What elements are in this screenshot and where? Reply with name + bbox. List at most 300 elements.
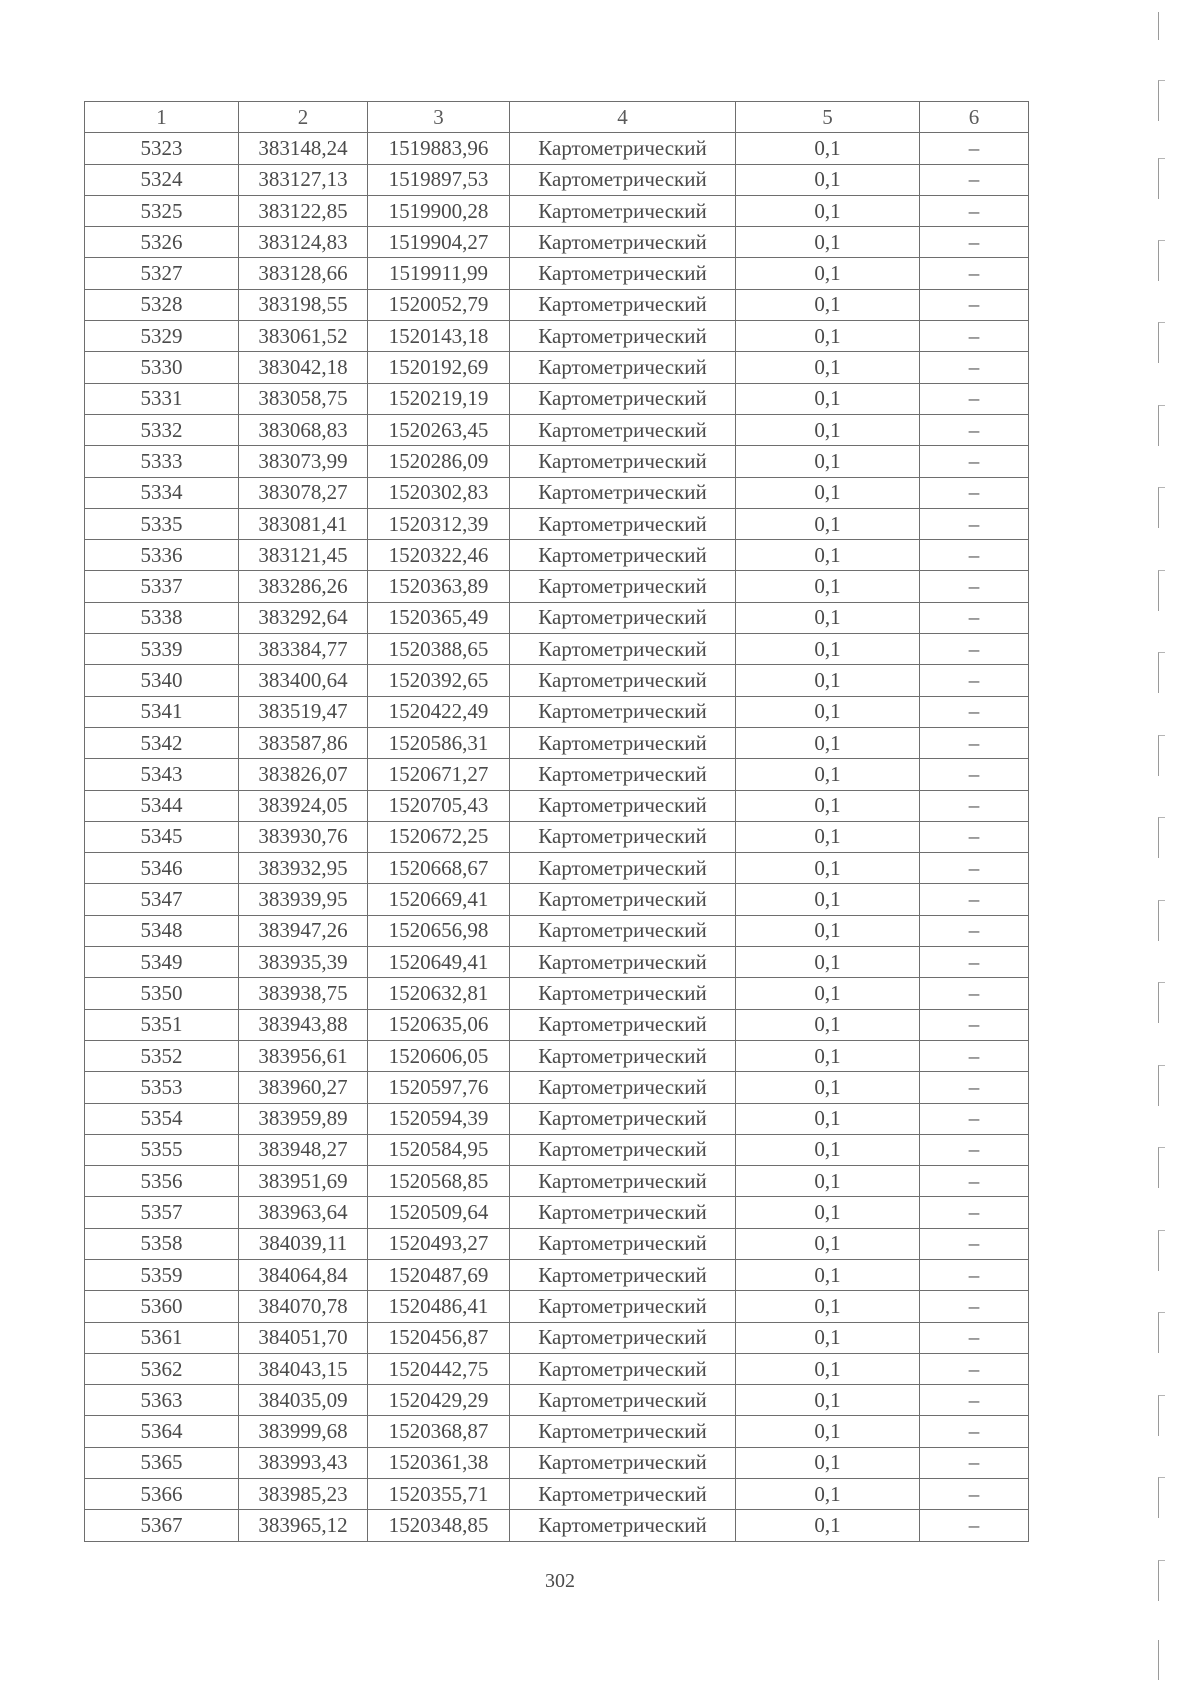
y-coordinate-cell: 1520509,64 <box>368 1197 510 1228</box>
note-cell: – <box>920 978 1029 1009</box>
accuracy-cell: 0,1 <box>736 1510 920 1541</box>
header-row <box>85 102 1029 133</box>
point-number-cell: 5331 <box>85 383 239 414</box>
table-row <box>85 227 1029 258</box>
margin-mark <box>1158 652 1165 693</box>
note-cell: – <box>920 508 1029 539</box>
y-coordinate-cell: 1520363,89 <box>368 571 510 602</box>
y-coordinate-cell: 1520705,43 <box>368 790 510 821</box>
point-number-cell: 5358 <box>85 1228 239 1259</box>
x-coordinate-cell: 383121,45 <box>239 540 368 571</box>
y-coordinate-cell: 1520361,38 <box>368 1447 510 1478</box>
margin-mark <box>1158 1640 1165 1680</box>
y-coordinate-cell: 1520668,67 <box>368 853 510 884</box>
method-cell: Картометрический <box>510 665 736 696</box>
point-number-cell: 5330 <box>85 352 239 383</box>
column-header-4: 4 <box>510 102 736 133</box>
table-row <box>85 696 1029 727</box>
x-coordinate-cell: 383148,24 <box>239 133 368 164</box>
margin-mark <box>1158 900 1165 941</box>
accuracy-cell: 0,1 <box>736 1040 920 1071</box>
accuracy-cell: 0,1 <box>736 978 920 1009</box>
accuracy-cell: 0,1 <box>736 1416 920 1447</box>
x-coordinate-cell: 383951,69 <box>239 1166 368 1197</box>
x-coordinate-cell: 383122,85 <box>239 195 368 226</box>
table-row <box>85 289 1029 320</box>
x-coordinate-cell: 383948,27 <box>239 1134 368 1165</box>
accuracy-cell: 0,1 <box>736 477 920 508</box>
table-row <box>85 1166 1029 1197</box>
accuracy-cell: 0,1 <box>736 1166 920 1197</box>
method-cell: Картометрический <box>510 1447 736 1478</box>
method-cell: Картометрический <box>510 727 736 758</box>
column-header-5: 5 <box>736 102 920 133</box>
table-row <box>85 665 1029 696</box>
table-row <box>85 978 1029 1009</box>
margin-mark <box>1158 1230 1165 1271</box>
x-coordinate-cell: 384070,78 <box>239 1291 368 1322</box>
method-cell: Картометрический <box>510 414 736 445</box>
point-number-cell: 5362 <box>85 1353 239 1384</box>
table-row <box>85 414 1029 445</box>
point-number-cell: 5366 <box>85 1479 239 1510</box>
y-coordinate-cell: 1520429,29 <box>368 1385 510 1416</box>
point-number-cell: 5325 <box>85 195 239 226</box>
x-coordinate-cell: 383081,41 <box>239 508 368 539</box>
accuracy-cell: 0,1 <box>736 759 920 790</box>
method-cell: Картометрический <box>510 1353 736 1384</box>
x-coordinate-cell: 383826,07 <box>239 759 368 790</box>
point-number-cell: 5338 <box>85 602 239 633</box>
point-number-cell: 5333 <box>85 446 239 477</box>
method-cell: Картометрический <box>510 947 736 978</box>
note-cell: – <box>920 915 1029 946</box>
y-coordinate-cell: 1520594,39 <box>368 1103 510 1134</box>
method-cell: Картометрический <box>510 321 736 352</box>
note-cell: – <box>920 665 1029 696</box>
point-number-cell: 5353 <box>85 1072 239 1103</box>
y-coordinate-cell: 1520456,87 <box>368 1322 510 1353</box>
point-number-cell: 5323 <box>85 133 239 164</box>
note-cell: – <box>920 1228 1029 1259</box>
note-cell: – <box>920 1197 1029 1228</box>
table-row <box>85 1510 1029 1541</box>
table-row <box>85 446 1029 477</box>
accuracy-cell: 0,1 <box>736 1291 920 1322</box>
method-cell: Картометрический <box>510 195 736 226</box>
x-coordinate-cell: 383400,64 <box>239 665 368 696</box>
y-coordinate-cell: 1519911,99 <box>368 258 510 289</box>
point-number-cell: 5364 <box>85 1416 239 1447</box>
table-row <box>85 1479 1029 1510</box>
x-coordinate-cell: 383939,95 <box>239 884 368 915</box>
y-coordinate-cell: 1520355,71 <box>368 1479 510 1510</box>
accuracy-cell: 0,1 <box>736 164 920 195</box>
note-cell: – <box>920 1510 1029 1541</box>
x-coordinate-cell: 383078,27 <box>239 477 368 508</box>
page-number: 302 <box>545 1570 575 1592</box>
method-cell: Картометрический <box>510 477 736 508</box>
method-cell: Картометрический <box>510 133 736 164</box>
table-row <box>85 884 1029 915</box>
note-cell: – <box>920 821 1029 852</box>
column-header-1: 1 <box>85 102 239 133</box>
point-number-cell: 5344 <box>85 790 239 821</box>
point-number-cell: 5354 <box>85 1103 239 1134</box>
point-number-cell: 5343 <box>85 759 239 790</box>
point-number-cell: 5337 <box>85 571 239 602</box>
note-cell: – <box>920 571 1029 602</box>
accuracy-cell: 0,1 <box>736 133 920 164</box>
table-row <box>85 1009 1029 1040</box>
x-coordinate-cell: 383073,99 <box>239 446 368 477</box>
y-coordinate-cell: 1520656,98 <box>368 915 510 946</box>
note-cell: – <box>920 696 1029 727</box>
accuracy-cell: 0,1 <box>736 634 920 665</box>
margin-mark <box>1158 1147 1165 1188</box>
method-cell: Картометрический <box>510 258 736 289</box>
point-number-cell: 5342 <box>85 727 239 758</box>
method-cell: Картометрический <box>510 1385 736 1416</box>
method-cell: Картометрический <box>510 227 736 258</box>
margin-mark <box>1158 817 1165 858</box>
method-cell: Картометрический <box>510 978 736 1009</box>
point-number-cell: 5345 <box>85 821 239 852</box>
y-coordinate-cell: 1520632,81 <box>368 978 510 1009</box>
accuracy-cell: 0,1 <box>736 383 920 414</box>
margin-mark <box>1158 240 1165 281</box>
method-cell: Картометрический <box>510 1072 736 1103</box>
note-cell: – <box>920 1291 1029 1322</box>
table-row <box>85 727 1029 758</box>
method-cell: Картометрический <box>510 696 736 727</box>
x-coordinate-cell: 383384,77 <box>239 634 368 665</box>
note-cell: – <box>920 227 1029 258</box>
point-number-cell: 5328 <box>85 289 239 320</box>
note-cell: – <box>920 1322 1029 1353</box>
accuracy-cell: 0,1 <box>736 1322 920 1353</box>
note-cell: – <box>920 1385 1029 1416</box>
accuracy-cell: 0,1 <box>736 1197 920 1228</box>
x-coordinate-cell: 383960,27 <box>239 1072 368 1103</box>
table-row <box>85 1040 1029 1071</box>
x-coordinate-cell: 383938,75 <box>239 978 368 1009</box>
accuracy-cell: 0,1 <box>736 289 920 320</box>
coordinates-table <box>84 101 1029 1542</box>
y-coordinate-cell: 1520486,41 <box>368 1291 510 1322</box>
note-cell: – <box>920 1072 1029 1103</box>
table-row <box>85 634 1029 665</box>
y-coordinate-cell: 1520322,46 <box>368 540 510 571</box>
x-coordinate-cell: 383286,26 <box>239 571 368 602</box>
method-cell: Картометрический <box>510 602 736 633</box>
table-row <box>85 477 1029 508</box>
note-cell: – <box>920 1416 1029 1447</box>
table-row <box>85 821 1029 852</box>
note-cell: – <box>920 1353 1029 1384</box>
x-coordinate-cell: 383061,52 <box>239 321 368 352</box>
table-row <box>85 1447 1029 1478</box>
accuracy-cell: 0,1 <box>736 884 920 915</box>
point-number-cell: 5341 <box>85 696 239 727</box>
y-coordinate-cell: 1520442,75 <box>368 1353 510 1384</box>
x-coordinate-cell: 383924,05 <box>239 790 368 821</box>
point-number-cell: 5335 <box>85 508 239 539</box>
y-coordinate-cell: 1520568,85 <box>368 1166 510 1197</box>
accuracy-cell: 0,1 <box>736 195 920 226</box>
note-cell: – <box>920 1166 1029 1197</box>
point-number-cell: 5350 <box>85 978 239 1009</box>
margin-mark <box>1158 405 1165 446</box>
note-cell: – <box>920 727 1029 758</box>
point-number-cell: 5329 <box>85 321 239 352</box>
accuracy-cell: 0,1 <box>736 321 920 352</box>
y-coordinate-cell: 1520493,27 <box>368 1228 510 1259</box>
y-coordinate-cell: 1520302,83 <box>368 477 510 508</box>
accuracy-cell: 0,1 <box>736 665 920 696</box>
x-coordinate-cell: 383932,95 <box>239 853 368 884</box>
point-number-cell: 5347 <box>85 884 239 915</box>
accuracy-cell: 0,1 <box>736 696 920 727</box>
x-coordinate-cell: 383999,68 <box>239 1416 368 1447</box>
margin-mark <box>1158 80 1165 121</box>
method-cell: Картометрический <box>510 1166 736 1197</box>
point-number-cell: 5334 <box>85 477 239 508</box>
note-cell: – <box>920 477 1029 508</box>
x-coordinate-cell: 384039,11 <box>239 1228 368 1259</box>
accuracy-cell: 0,1 <box>736 1103 920 1134</box>
accuracy-cell: 0,1 <box>736 446 920 477</box>
y-coordinate-cell: 1520422,49 <box>368 696 510 727</box>
table-row <box>85 1322 1029 1353</box>
method-cell: Картометрический <box>510 508 736 539</box>
accuracy-cell: 0,1 <box>736 227 920 258</box>
margin-mark <box>1158 1560 1165 1601</box>
x-coordinate-cell: 383198,55 <box>239 289 368 320</box>
accuracy-cell: 0,1 <box>736 727 920 758</box>
note-cell: – <box>920 1103 1029 1134</box>
note-cell: – <box>920 1040 1029 1071</box>
point-number-cell: 5355 <box>85 1134 239 1165</box>
accuracy-cell: 0,1 <box>736 790 920 821</box>
method-cell: Картометрический <box>510 1197 736 1228</box>
table-row <box>85 790 1029 821</box>
table-row <box>85 133 1029 164</box>
x-coordinate-cell: 383068,83 <box>239 414 368 445</box>
y-coordinate-cell: 1519883,96 <box>368 133 510 164</box>
accuracy-cell: 0,1 <box>736 1385 920 1416</box>
margin-mark <box>1158 158 1165 199</box>
x-coordinate-cell: 383127,13 <box>239 164 368 195</box>
note-cell: – <box>920 383 1029 414</box>
method-cell: Картометрический <box>510 540 736 571</box>
point-number-cell: 5365 <box>85 1447 239 1478</box>
point-number-cell: 5326 <box>85 227 239 258</box>
margin-mark <box>1158 570 1165 611</box>
y-coordinate-cell: 1520365,49 <box>368 602 510 633</box>
table-row <box>85 602 1029 633</box>
table-row <box>85 195 1029 226</box>
accuracy-cell: 0,1 <box>736 258 920 289</box>
point-number-cell: 5359 <box>85 1259 239 1290</box>
note-cell: – <box>920 884 1029 915</box>
point-number-cell: 5360 <box>85 1291 239 1322</box>
margin-mark <box>1158 735 1165 776</box>
note-cell: – <box>920 1134 1029 1165</box>
method-cell: Картометрический <box>510 1228 736 1259</box>
margin-mark <box>1158 1312 1165 1353</box>
x-coordinate-cell: 383963,64 <box>239 1197 368 1228</box>
table-row <box>85 164 1029 195</box>
accuracy-cell: 0,1 <box>736 1479 920 1510</box>
margin-mark <box>1158 982 1165 1023</box>
x-coordinate-cell: 383058,75 <box>239 383 368 414</box>
table-row <box>85 383 1029 414</box>
margin-mark <box>1158 1477 1165 1518</box>
y-coordinate-cell: 1520597,76 <box>368 1072 510 1103</box>
y-coordinate-cell: 1520348,85 <box>368 1510 510 1541</box>
point-number-cell: 5349 <box>85 947 239 978</box>
y-coordinate-cell: 1520143,18 <box>368 321 510 352</box>
point-number-cell: 5327 <box>85 258 239 289</box>
accuracy-cell: 0,1 <box>736 853 920 884</box>
binding-margin-marks <box>1150 0 1190 1698</box>
x-coordinate-cell: 383292,64 <box>239 602 368 633</box>
accuracy-cell: 0,1 <box>736 1259 920 1290</box>
margin-mark <box>1158 487 1165 528</box>
table-row <box>85 1291 1029 1322</box>
x-coordinate-cell: 384043,15 <box>239 1353 368 1384</box>
note-cell: – <box>920 289 1029 320</box>
y-coordinate-cell: 1520635,06 <box>368 1009 510 1040</box>
accuracy-cell: 0,1 <box>736 602 920 633</box>
x-coordinate-cell: 383993,43 <box>239 1447 368 1478</box>
accuracy-cell: 0,1 <box>736 1353 920 1384</box>
note-cell: – <box>920 602 1029 633</box>
x-coordinate-cell: 384051,70 <box>239 1322 368 1353</box>
method-cell: Картометрический <box>510 1479 736 1510</box>
method-cell: Картометрический <box>510 164 736 195</box>
note-cell: – <box>920 352 1029 383</box>
y-coordinate-cell: 1520219,19 <box>368 383 510 414</box>
point-number-cell: 5324 <box>85 164 239 195</box>
margin-mark <box>1158 1395 1165 1436</box>
y-coordinate-cell: 1520649,41 <box>368 947 510 978</box>
y-coordinate-cell: 1520312,39 <box>368 508 510 539</box>
accuracy-cell: 0,1 <box>736 821 920 852</box>
point-number-cell: 5363 <box>85 1385 239 1416</box>
x-coordinate-cell: 383959,89 <box>239 1103 368 1134</box>
y-coordinate-cell: 1520669,41 <box>368 884 510 915</box>
column-header-6: 6 <box>920 102 1029 133</box>
method-cell: Картометрический <box>510 352 736 383</box>
x-coordinate-cell: 383930,76 <box>239 821 368 852</box>
accuracy-cell: 0,1 <box>736 1009 920 1040</box>
table-row <box>85 1416 1029 1447</box>
y-coordinate-cell: 1519900,28 <box>368 195 510 226</box>
y-coordinate-cell: 1520606,05 <box>368 1040 510 1071</box>
note-cell: – <box>920 1479 1029 1510</box>
table-row <box>85 915 1029 946</box>
point-number-cell: 5339 <box>85 634 239 665</box>
y-coordinate-cell: 1520192,69 <box>368 352 510 383</box>
note-cell: – <box>920 321 1029 352</box>
method-cell: Картометрический <box>510 383 736 414</box>
y-coordinate-cell: 1520286,09 <box>368 446 510 477</box>
margin-mark <box>1158 322 1165 363</box>
x-coordinate-cell: 383519,47 <box>239 696 368 727</box>
y-coordinate-cell: 1520487,69 <box>368 1259 510 1290</box>
note-cell: – <box>920 258 1029 289</box>
note-cell: – <box>920 195 1029 226</box>
table-header <box>85 102 1029 133</box>
table-row <box>85 1259 1029 1290</box>
accuracy-cell: 0,1 <box>736 1447 920 1478</box>
x-coordinate-cell: 383587,86 <box>239 727 368 758</box>
note-cell: – <box>920 1447 1029 1478</box>
x-coordinate-cell: 383042,18 <box>239 352 368 383</box>
y-coordinate-cell: 1520584,95 <box>368 1134 510 1165</box>
x-coordinate-cell: 384064,84 <box>239 1259 368 1290</box>
accuracy-cell: 0,1 <box>736 571 920 602</box>
y-coordinate-cell: 1520672,25 <box>368 821 510 852</box>
accuracy-cell: 0,1 <box>736 1134 920 1165</box>
x-coordinate-cell: 383947,26 <box>239 915 368 946</box>
table-row <box>85 947 1029 978</box>
y-coordinate-cell: 1520671,27 <box>368 759 510 790</box>
accuracy-cell: 0,1 <box>736 915 920 946</box>
table-row <box>85 540 1029 571</box>
method-cell: Картометрический <box>510 915 736 946</box>
method-cell: Картометрический <box>510 1103 736 1134</box>
y-coordinate-cell: 1520388,65 <box>368 634 510 665</box>
x-coordinate-cell: 383985,23 <box>239 1479 368 1510</box>
table-row <box>85 853 1029 884</box>
y-coordinate-cell: 1519897,53 <box>368 164 510 195</box>
note-cell: – <box>920 414 1029 445</box>
method-cell: Картометрический <box>510 1291 736 1322</box>
point-number-cell: 5348 <box>85 915 239 946</box>
accuracy-cell: 0,1 <box>736 508 920 539</box>
method-cell: Картометрический <box>510 759 736 790</box>
x-coordinate-cell: 383124,83 <box>239 227 368 258</box>
table-body <box>85 133 1029 1541</box>
method-cell: Картометрический <box>510 289 736 320</box>
column-header-2: 2 <box>239 102 368 133</box>
table-row <box>85 508 1029 539</box>
point-number-cell: 5361 <box>85 1322 239 1353</box>
method-cell: Картометрический <box>510 1009 736 1040</box>
x-coordinate-cell: 383956,61 <box>239 1040 368 1071</box>
point-number-cell: 5357 <box>85 1197 239 1228</box>
x-coordinate-cell: 383965,12 <box>239 1510 368 1541</box>
x-coordinate-cell: 383935,39 <box>239 947 368 978</box>
y-coordinate-cell: 1520263,45 <box>368 414 510 445</box>
accuracy-cell: 0,1 <box>736 352 920 383</box>
method-cell: Картометрический <box>510 1134 736 1165</box>
y-coordinate-cell: 1519904,27 <box>368 227 510 258</box>
table-row <box>85 1228 1029 1259</box>
x-coordinate-cell: 383943,88 <box>239 1009 368 1040</box>
method-cell: Картометрический <box>510 571 736 602</box>
point-number-cell: 5367 <box>85 1510 239 1541</box>
point-number-cell: 5351 <box>85 1009 239 1040</box>
table-row <box>85 1197 1029 1228</box>
note-cell: – <box>920 947 1029 978</box>
method-cell: Картометрический <box>510 1510 736 1541</box>
note-cell: – <box>920 853 1029 884</box>
method-cell: Картометрический <box>510 1040 736 1071</box>
